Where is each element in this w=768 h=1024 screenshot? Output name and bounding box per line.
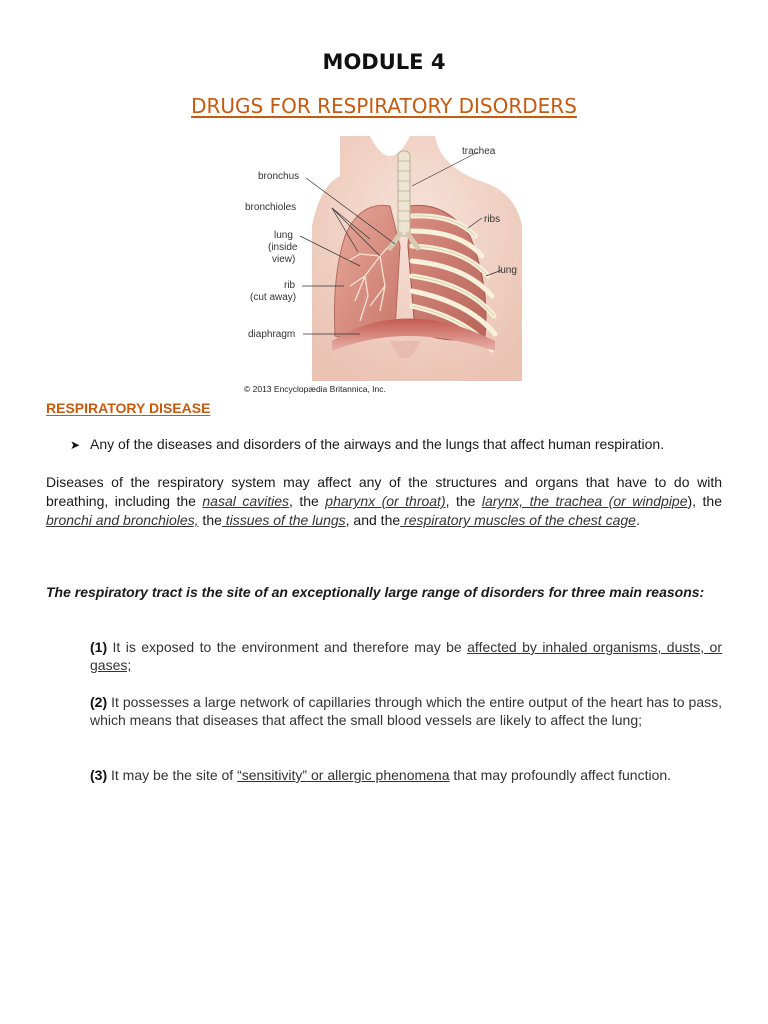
bold-statement: The respiratory tract is the site of an exceptionally large range of disorders for three main reasons: xyxy=(46,584,705,600)
label-rib-2: (cut away) xyxy=(250,292,297,303)
label-lung-inside-3: view) xyxy=(272,254,296,265)
bullet-item xyxy=(70,436,730,452)
reason-text: It is exposed to the environment and therefore may be xyxy=(107,639,468,655)
page-title: DRUGS FOR RESPIRATORY DISORDERS xyxy=(191,94,577,118)
paragraph-text: ), the xyxy=(687,493,722,509)
label-bronchioles: bronchioles xyxy=(245,202,297,213)
label-lung-inside-2: (inside xyxy=(268,242,298,253)
term-nasal-cavities: nasal cavities xyxy=(202,493,290,509)
respiratory-diagram xyxy=(240,136,525,398)
paragraph-text: Diseases of the respiratory system may affect any of the structures and organs that have to do with breathing, including the xyxy=(46,474,722,509)
bullet-text: Any of the diseases and disorders of the airways and the lungs that affect human respiration. xyxy=(90,436,665,452)
label-bronchus: bronchus xyxy=(258,171,300,182)
figure-credit: © 2013 Encyclopædia Britannica, Inc. xyxy=(244,384,386,394)
term-bronchi: bronchi and bronchioles, xyxy=(46,512,199,528)
term-pharynx: pharynx (or throat) xyxy=(325,493,446,509)
arrow-bullet-icon: ➤ xyxy=(70,438,81,452)
label-lung-inside-1: lung xyxy=(274,230,293,241)
label-diaphragm: diaphragm xyxy=(248,329,296,340)
reason-text-after: that may profoundly affect function. xyxy=(449,767,672,783)
reason-number: (2) xyxy=(90,694,108,710)
label-rib-1: rib xyxy=(284,280,296,291)
paragraph-text: , the xyxy=(289,493,326,509)
paragraph-text: . xyxy=(635,512,640,528)
reason-text: It possesses a large network of capillaries through which the entire output of the heart has to pass, which means that diseases that affect the small blood vessels are likely to affect the lung; xyxy=(90,694,722,728)
reason-item-3 xyxy=(90,766,722,784)
section-heading: RESPIRATORY DISEASE xyxy=(46,400,211,416)
reason-number: (1) xyxy=(90,639,108,655)
reason-underlined: “sensitivity” or allergic phenomena xyxy=(237,767,450,783)
term-lung-tissues: tissues of the lungs xyxy=(221,512,346,528)
label-lung: lung xyxy=(498,265,517,276)
reason-item-2 xyxy=(90,693,722,729)
reason-text: It may be the site of xyxy=(107,767,238,783)
body-paragraph xyxy=(46,473,722,530)
reason-number: (3) xyxy=(90,767,108,783)
label-ribs: ribs xyxy=(484,214,501,225)
paragraph-text: , the xyxy=(445,493,482,509)
trachea-shape xyxy=(398,151,410,236)
module-title: MODULE 4 xyxy=(322,50,446,74)
term-larynx-trachea: larynx, the trachea (or windpipe xyxy=(481,493,688,509)
term-respiratory-muscles: respiratory muscles of the chest cage xyxy=(400,512,636,528)
reason-underlined: affected by inhaled organisms, dusts, or gases; xyxy=(90,639,722,673)
reason-item-1 xyxy=(90,638,722,674)
paragraph-text: , and the xyxy=(345,512,401,528)
label-trachea: trachea xyxy=(462,146,496,157)
paragraph-text: the xyxy=(198,512,222,528)
